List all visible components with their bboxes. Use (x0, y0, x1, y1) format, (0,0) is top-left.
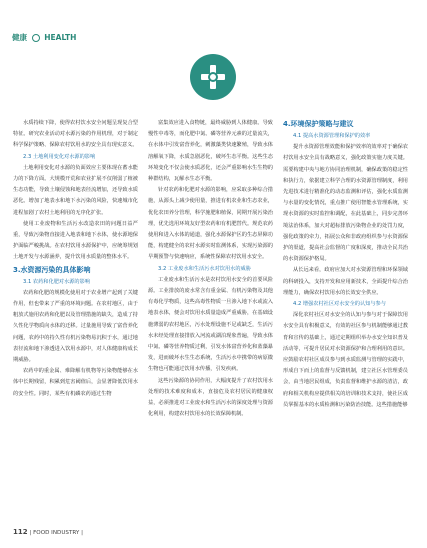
paragraph: 土地利用变化对水源的负面效应主要体现在蓄水能力的下降方面。大规模开荒和农业扩展不仅削弱了植被生态功能，导致土壤侵蚀和地表径流增加，还导致水质恶化。增加了地表水和地下水污染的风险，快速城市化进程加剧了农村土地利用的无序化扩张。 (13, 164, 138, 216)
subsection-heading: 3.1 农药和化肥对水源的影响 (23, 278, 90, 285)
section-heading: 3.水资源污染的具体影响 (13, 265, 91, 274)
section-tag: 健康 (12, 33, 27, 42)
section-header (12, 32, 76, 43)
health-emblem-icon (190, 54, 236, 100)
column-1 (13, 118, 138, 400)
paragraph: 水质持续下降，使得农村饮水安全问题呈现复合型特征。研究农业活动对水源污染的作用机理，对于制定科学保护策略、保障农村饮用水的安全具有现实意义。 (13, 120, 138, 149)
column-2 (148, 118, 273, 420)
section-logo-icon (32, 34, 40, 42)
section-heading: 4.环境保护策略与建议 (283, 120, 354, 128)
paragraph: 提升水资源管理效能和保护效率的效率对于确保农村饮用水安全具有战略意义，强化政策实施力度关键。需要构建中央与地方协同治理机制，确保政策的稳定性和执行力，依据建立科学合理的水资源管理制度，利用先进技术进行精准化的动态监测和评估，强化水质监测与水量的变化情况，重点推广使用智能水管理系统，实现水资源的实时监控和调配，在此基础上，同步完善环境法治体系，加大对超标排放污染物企业的处罚力度，强化政策的牵力，拓展公众和非政府组织参与水资源保护的渠道，提高社会监督的广度和深度，推动全民共治的水资源保护格局。 (283, 144, 408, 263)
paragraph: 针对农药和化肥对水源的影响，应采取多种综合措施，从源头上减少使用量，推进有机农业和生态农业，优化农田养分管理，科学施肥和植保，同期开展污染治理，优先选用环境友好型农药和有机肥替代。规范农药使用和进入水体的通道，强化水源保护区的生态屏障功能，构建健全的农村水源实时监测体系，实现污染源的早期预警与快速响应，系统性保障农村饮用水安全。 (148, 187, 273, 261)
paragraph: 深化农村社区对水安全的认知与参与对于保障饮用水安全具有积极意义，有效的社区参与机制能够通过教育和宣传的基础上，通过定期组织举办水安全知识普及活动等，可提升居民对水资源保护和合理利用的意识。应鼓励农村社区成员参与到水质监测与管理的实践中，形成自下而上的监督与反馈机制，建立社区水管理委员会，由当地居民组成，负责监督和维护水源的清洁，政府和相关机构应提供相关的培训和技术支持，使社区成员掌握基本的水质检测和污染防治技能。这些措施能够 (283, 312, 408, 408)
journal-name: FOOD INDUSTRY (33, 530, 80, 536)
paragraph: 这些污染源的协同作用，大幅度提升了农村饮用水处理的技术难度和成本，直接危及农村居民的健康权益，必须推进对工业废水和生活污水的深度处理与资源化利用，构建农村饮用水的长效保障机制。 (148, 377, 273, 418)
paragraph: 富集效应进入食物链，最终威胁到人体健康。导致慢性中毒等，而化肥中氮、磷等营养元素的过量流失，在水体中引发富营养化，刺激藻类快速繁殖，导致水体溶解氧下降，水质急剧恶化，破坏生态平衡。这些生态环境变化不仅会使水质恶化，还会严重影响水生生物的种群结构，瓦解水生态平衡。 (148, 120, 273, 183)
paragraph: 农药中的重金属、难降解有机物等污染物能够在水体中长期残留，积累到危害阈值后，会显著降低饮用水的安全性。同时，某些有机磷农药通过生物 (13, 368, 138, 397)
page-footer (13, 528, 83, 536)
subsection-heading: 2.3 土地利用变化对水源的影响 (23, 153, 96, 160)
paragraph: 农药和化肥的规模化使用对于农业增产起到了关键作用，但也带来了严重的环境问题。在农村地区，由于粗放式施用农药和化肥以及管理措施的缺失，造成了持久性化学物质向水体的迁移。过量施用导致了富营养化问题，农药中的持久性有机污染物易沉积于水，通过地表径流和地下渗透进入饮用水源中，对人体健康构成长期威胁。 (13, 289, 138, 364)
page-number: 112 (13, 528, 28, 536)
subsection-heading: 4.1 提高水资源管理和保护的效率 (293, 133, 371, 139)
footer-separator: | (29, 530, 34, 536)
column-3 (283, 118, 408, 411)
subsection-heading: 4.2 增强农村社区对水安全的认知与参与 (293, 301, 386, 308)
paragraph: 使用工业废物和生活污水改造农田的问题日益严重，导致污染物直接进入地表和地下水体，使水源地保护面临严峻挑战。在农村饮用水源保护中，应统筹规划土地开发与水源涵养，提升饮用水质量的整体水平。 (13, 220, 138, 261)
section-label: HEALTH (44, 33, 77, 42)
subsection-heading: 3.2 工业废水和生活污水对饮用水的威胁 (158, 265, 251, 272)
paragraph: 从长远来看，政府应加大对水资源管理和环保领域的科研投入，支持开发和应用新技术，全面提升综合治理能力，确保农村饮用水的长效安全供应。 (283, 267, 408, 296)
footer-separator: | (81, 530, 84, 536)
paragraph: 工业废水和生活污水是农村饮用水安全的首要风险源。工业排放的废水常含有重金属、有机污染物及其他有毒化学物质，这些高毒性物质一旦渗入地下水或流入地表水体，便会对饮用水质量造成严重威胁，在基础设施薄弱的农村地区，污水处理设施不足或缺乏，生活污水未经处理直接排放入河流或湖泊现象普遍，导致水体中氮、磷等营养物质过剩，引发水体富营养化和蓝藻暴发，进而破坏水生生态系统，生活污水中携带的病原微生物也可能通过饮用水传播，引发疾病。 (148, 276, 273, 373)
